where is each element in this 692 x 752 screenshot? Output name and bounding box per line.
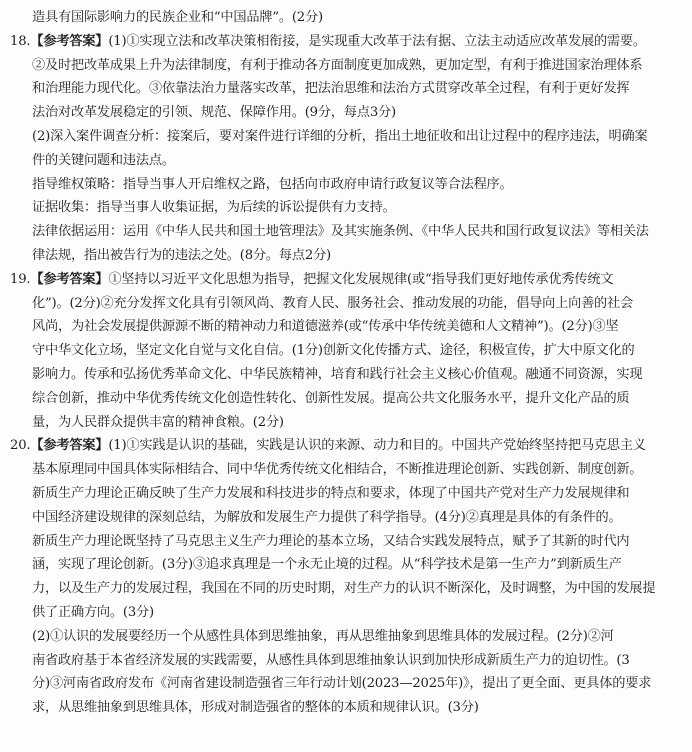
answer-label: 【参考答案】 — [30, 438, 109, 454]
text-line: 和治理能力现代化。③依靠法治力量落实改革，把法治思维和法治方式贯穿改革全过程，有利于更好发挥 — [32, 81, 630, 97]
question-19-line: 19.【参考答案】①坚持以习近平文化思想为指导，把握文化发展规律(或“指导我们更好地传承优秀传统文 — [10, 271, 614, 287]
text-line: 涵，实现了理论创新。(3分)③追求真理是一个永无止境的过程。从“科学技术是第一生产力”到新质生产 — [32, 557, 622, 573]
text-line: 律法规，指出被告行为的违法之处。(8分。每点2分) — [32, 247, 332, 263]
text-line: 供了正确方向。(3分) — [32, 604, 154, 620]
text-line: 南省政府基于本省经济发展的实践需要，从感性具体到思维抽象认识到加快形成新质生产力的迫切性。(3 — [32, 652, 630, 668]
text-line: 化”)。(2分)②充分发挥文化具有引领风尚、教育人民、服务社会、推动发展的功能，倡导向上向善的社会 — [32, 295, 634, 311]
text-line: 影响力。传承和弘扬优秀革命文化、中华民族精神，培育和践行社会主义核心价值观。融通不同资源，实现 — [32, 366, 643, 382]
text-line: 指导维权策略：指导当事人开启维权之路，包括向市政府申请行政复议等合法程序。 — [32, 176, 513, 192]
question-number: 19. — [10, 271, 31, 287]
text-line: (2)深入案件调查分析：接案后，要对案件进行详细的分析，指出土地征收和出让过程中的程序违法，明确案 — [32, 128, 648, 144]
question-number: 20. — [10, 438, 31, 454]
text-line: 中国经济建设规律的深刻总结，为解放和发展生产力提供了科学指导。(4分)②真理是具体的有条件的。 — [32, 509, 622, 525]
text-line: 件的关键问题和违法点。 — [32, 152, 175, 168]
text-line: 综合创新，推动中华优秀传统文化创造性转化、创新性发展。提高公共文化服务水平，提升文化产品的质 — [32, 390, 630, 406]
text-line: 基本原理同中国具体实际相结合、同中华优秀传统文化相结合，不断推进理论创新、实践创新、制度创新。 — [32, 462, 643, 478]
text-line: 风尚，为社会发展提供源源不断的精神动力和道德滋养(或“传承中华传统美德和人文精神”)。(2分)③坚 — [32, 319, 619, 335]
text-line: (2)①认识的发展要经历一个从感性具体到思维抽象，再从思维抽象到思维具体的发展过程。(2分)②河 — [32, 628, 614, 644]
text-line: 证据收集：指导当事人收集证据，为后续的诉讼提供有力支持。 — [32, 200, 396, 216]
text-line: 新质生产力理论正确反映了生产力发展和科技进步的特点和要求，体现了中国共产党对生产力发展规律和 — [32, 485, 630, 501]
text-line: 法治对改革发展稳定的引领、规范、保障作用。(9分，每点3分) — [32, 105, 396, 121]
text-line: 分)③河南省政府发布《河南省建设制造强省三年行动计划(2023—2025年)》，提出了更全面、更具体的要求 — [32, 676, 652, 692]
question-20-line: 20.【参考答案】(1)①实践是认识的基础，实践是认识的来源、动力和目的。中国共产党始终坚持把马克思主义 — [10, 438, 646, 454]
text-line: 法律依据运用：运用《中华人民共和国土地管理法》及其实施条例、《中华人民共和国行政复议法》等相关法 — [32, 224, 649, 240]
question-18-line: 18.【参考答案】(1)①实现立法和改革决策相衔接，是实现重大改革于法有据、立法主动适应改革发展的需要。 — [10, 33, 646, 49]
question-number: 18. — [10, 33, 31, 49]
answer-label: 【参考答案】 — [30, 271, 109, 287]
text-line: 造具有国际影响力的民族企业和“中国品牌”。(2分) — [32, 10, 323, 25]
answer-label: 【参考答案】 — [30, 33, 109, 49]
text-line: ②及时把改革成果上升为法律制度，有利于推动各方面制度更加成熟，更加定型，有利于推进国家治理体系 — [32, 57, 643, 73]
text-line: 求，从思维抽象到思维具体，形成对制造强省的整体的本质和规律认识。(3分) — [32, 700, 479, 716]
text-line: 守中华文化立场，坚定文化自觉与文化自信。(1分)创新文化传播方式、途径，积极宣传，扩大中原文化的 — [32, 343, 635, 359]
text-line: 新质生产力理论既坚持了马克思主义生产力理论的基本立场，又结合实践发展特点，赋予了其新的时代内 — [32, 533, 630, 549]
text-line: 量，为人民群众提供丰富的精神食粮。(2分) — [32, 414, 284, 430]
text-line: 力，以及生产力的发展过程，我国在不同的历史时期，对生产力的认识不断深化，及时调整，为中国的发展提 — [32, 581, 656, 597]
